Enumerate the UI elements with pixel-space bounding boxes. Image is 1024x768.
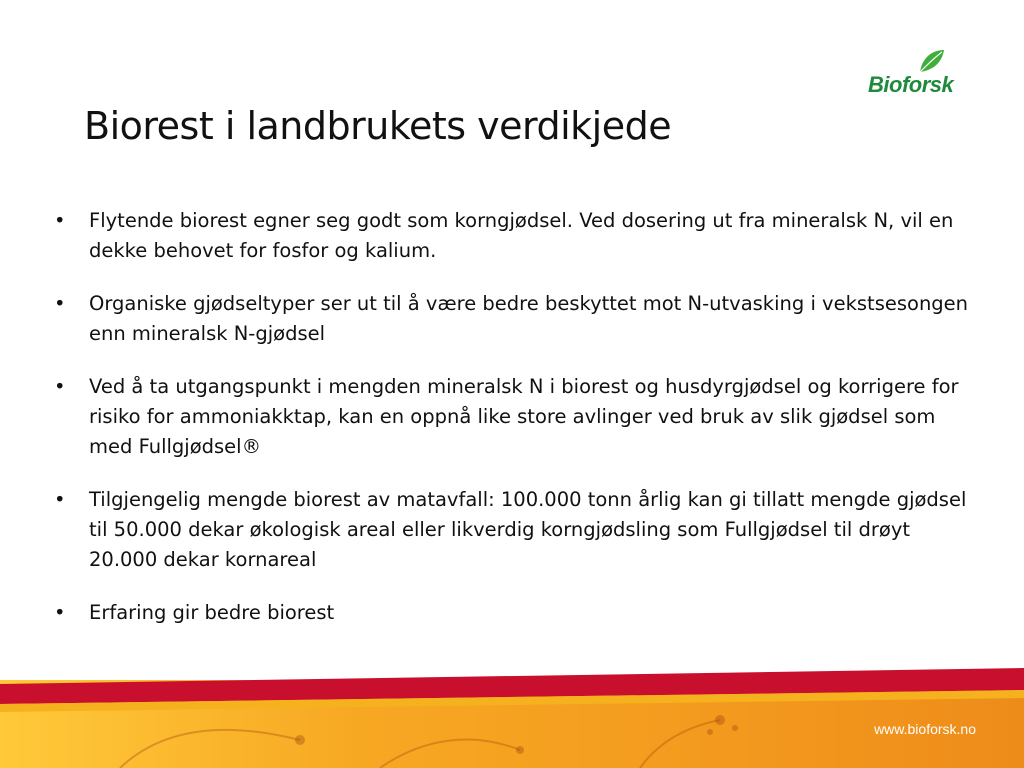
bioforsk-logo (868, 48, 978, 110)
bullet-text: Tilgjengelig mengde biorest av matavfall: 100.000 tonn årlig kan gi tillatt mengde gjødsel til 50.000 dekar økologisk areal eller likverdig korngjødsling som Fullgjødsel til drøyt 20.000 dekar kornareal (89, 488, 967, 571)
bullet-list (54, 206, 984, 651)
bullet-item (54, 485, 984, 575)
footer-graphic (0, 660, 1024, 768)
bullet-item (54, 598, 984, 628)
bullet-text: Flytende biorest egner seg godt som korngjødsel. Ved dosering ut fra mineralsk N, vil en dekke behovet for fosfor og kalium. (89, 209, 954, 262)
bullet-symbol: • (54, 209, 66, 232)
bullet-symbol: • (54, 292, 66, 315)
bullet-text: Organiske gjødseltyper ser ut til å være bedre beskyttet mot N-utvasking i vekstsesongen enn mineralsk N-gjødsel (89, 292, 969, 345)
slide-title: Biorest i landbrukets verdikjede (84, 104, 672, 148)
logo-text: Bioforsk (868, 72, 954, 97)
bullet-text: Ved å ta utgangspunkt i mengden mineralsk N i biorest og husdyrgjødsel og korrigere for risiko for ammoniakktap, kan en oppnå like store avlinger ved bruk av slik gjødsel som med Fullgjødsel® (89, 375, 959, 458)
bullet-item (54, 289, 984, 349)
bullet-symbol: • (54, 488, 66, 511)
leaf-icon (918, 48, 946, 74)
bullet-symbol: • (54, 601, 66, 624)
footer-banner (0, 660, 1024, 768)
bullet-item (54, 206, 984, 266)
website-link[interactable]: www.bioforsk.no (874, 721, 976, 737)
bullet-symbol: • (54, 375, 66, 398)
bullet-text: Erfaring gir bedre biorest (89, 601, 335, 624)
bullet-item (54, 372, 984, 462)
